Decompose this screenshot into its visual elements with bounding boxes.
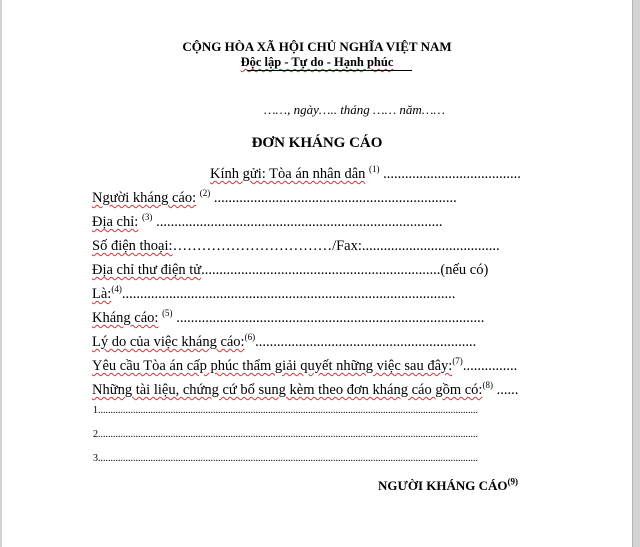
documents-label: Những tài liệu, chứng cứ bổ sung kèm theo đơn kháng cáo gồm có: bbox=[92, 382, 483, 398]
appeal-line bbox=[92, 310, 484, 327]
phone-line bbox=[92, 238, 500, 255]
documents-note: (8) bbox=[482, 380, 493, 391]
list-item-number: 1. bbox=[93, 405, 101, 416]
document-page bbox=[2, 0, 633, 547]
reason-note: (6) bbox=[244, 332, 256, 343]
documents-line bbox=[92, 382, 518, 399]
status-note: (4) bbox=[111, 284, 122, 295]
appellant-label: Người kháng cáo: bbox=[92, 190, 197, 206]
list-item-fill: ....................................................................................................................................................... bbox=[100, 453, 478, 464]
appeal-note: (5) bbox=[162, 308, 173, 319]
list-item bbox=[93, 429, 478, 440]
list-item-number: 2. bbox=[93, 429, 101, 440]
email-label: Địa chỉ thư điện tử bbox=[92, 262, 202, 278]
reason-line bbox=[92, 334, 476, 351]
to-label: Kính gửi: Tòa án nhân dân bbox=[210, 166, 366, 182]
motto-text: Độc lập - Tự do - Hạnh phúc bbox=[240, 55, 394, 69]
list-item-number: 3. bbox=[93, 453, 101, 464]
email-fill: ..................................................................(nếu có) bbox=[201, 262, 489, 278]
to-court-line bbox=[210, 166, 521, 183]
appellant-line bbox=[92, 190, 457, 207]
phone-label: Số điện thoại: bbox=[92, 238, 173, 254]
address-note: (3) bbox=[141, 212, 153, 223]
appellant-note: (2) bbox=[199, 188, 211, 199]
address-line bbox=[92, 214, 442, 231]
national-motto bbox=[2, 55, 632, 70]
list-item bbox=[93, 405, 478, 416]
signature-note: (9) bbox=[507, 476, 519, 487]
request-note: (7) bbox=[452, 356, 463, 367]
address-fill: ............................................................................... bbox=[152, 214, 443, 230]
reason-label: Lý do của việc kháng cáo: bbox=[92, 334, 245, 350]
status-fill: ............................................................................................ bbox=[121, 286, 456, 302]
list-item-fill: ....................................................................................................................................................... bbox=[100, 405, 478, 416]
email-line bbox=[92, 262, 488, 279]
appeal-label: Kháng cáo: bbox=[92, 310, 159, 326]
list-item bbox=[93, 453, 478, 464]
address-label: Địa chỉ: bbox=[92, 214, 139, 230]
to-note: (1) bbox=[369, 164, 380, 175]
motto-underline bbox=[247, 70, 412, 71]
signature-text: NGƯỜI KHÁNG CÁO bbox=[378, 478, 508, 493]
signature-label bbox=[378, 478, 518, 494]
status-label: Là: bbox=[92, 286, 112, 302]
request-fill: ............... bbox=[462, 358, 518, 374]
document-title: ĐƠN KHÁNG CÁO bbox=[251, 135, 383, 151]
documents-fill: ...... bbox=[492, 382, 519, 398]
date-line: ……, ngày….. tháng …… năm…… bbox=[264, 102, 445, 117]
reason-fill: ............................................................. bbox=[255, 334, 477, 350]
appeal-fill: ..................................................................................... bbox=[172, 310, 485, 326]
appellant-fill: ................................................................... bbox=[210, 190, 457, 206]
national-title: CỘNG HÒA XÃ HỘI CHỦ NGHĨA VIỆT NAM bbox=[182, 39, 452, 54]
phone-fill: ……………………………/Fax:...................................... bbox=[172, 238, 500, 254]
status-line bbox=[92, 286, 455, 303]
to-fill: ...................................... bbox=[379, 166, 521, 182]
request-line bbox=[92, 358, 517, 375]
request-label: Yêu cầu Tòa án cấp phúc thẩm giải quyết những việc sau đây: bbox=[92, 358, 453, 374]
list-item-fill: ....................................................................................................................................................... bbox=[100, 429, 478, 440]
